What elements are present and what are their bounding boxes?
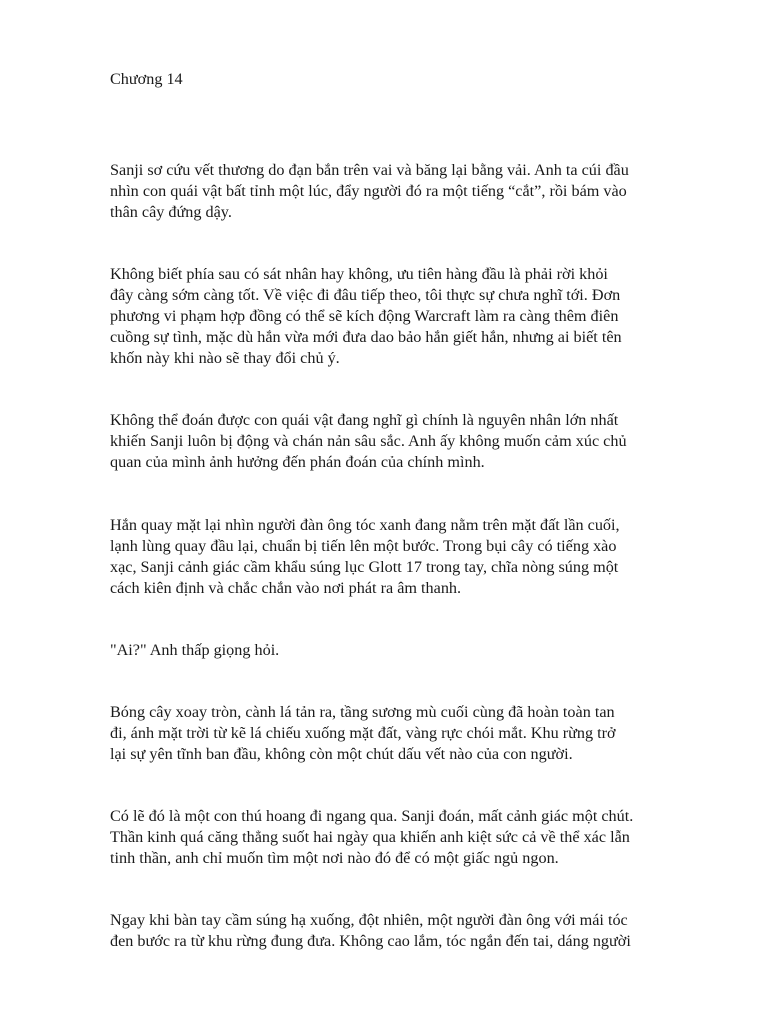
paragraph-7: Có lẽ đó là một con thú hoang đi ngang qua. Sanji đoán, mất cảnh giác một chút. Thần kinh quá căng thẳng suốt hai ngày qua khiến anh kiệt sức cả về thể xác lẫn tinh thần, anh chỉ muốn tìm một nơi nào đó để có một giấc ngủ ngon. bbox=[110, 807, 634, 867]
paragraph-3: Không thể đoán được con quái vật đang nghĩ gì chính là nguyên nhân lớn nhất khiến Sanji luôn bị động và chán nản sâu sắc. Anh ấy không muốn cảm xúc chủ quan của mình ảnh hưởng đến phán đoán của chính mình. bbox=[110, 411, 627, 471]
paragraph-6: Bóng cây xoay tròn, cành lá tản ra, tầng sương mù cuối cùng đã hoàn toàn tan đi, ánh mặt trời từ kẽ lá chiếu xuống mặt đất, vàng rực chói mắt. Khu rừng trở lại sự yên tĩnh ban đầu, không còn một chút dấu vết nào của con người. bbox=[110, 703, 616, 763]
paragraph-1: Sanji sơ cứu vết thương do đạn bắn trên vai và băng lại bằng vải. Anh ta cúi đầu nhìn con quái vật bất tỉnh một lúc, đẩy người đó ra một tiếng “cắt”, rồi bám vào thân cây đứng dậy. bbox=[110, 161, 629, 221]
paragraph-5: "Ai?" Anh thấp giọng hỏi. bbox=[110, 641, 280, 659]
paragraph-8: Ngay khi bàn tay cầm súng hạ xuống, đột nhiên, một người đàn ông với mái tóc đen bước ra từ khu rừng đung đưa. Không cao lắm, tóc ngắn đến tai, dáng người bbox=[110, 911, 631, 950]
chapter-title: Chương 14 bbox=[110, 70, 183, 88]
paragraph-2: Không biết phía sau có sát nhân hay không, ưu tiên hàng đầu là phải rời khỏi đây càng sớm càng tốt. Về việc đi đâu tiếp theo, tôi thực sự chưa nghĩ tới. Đơn phương vi phạm hợp đồng có thể sẽ kích động Warcraft làm ra càng thêm điên cuồng sự tình, mặc dù hắn vừa mới đưa dao bảo hắn giết hắn, nhưng ai biết tên khốn này khi nào sẽ thay đổi chủ ý. bbox=[110, 265, 622, 367]
paragraph-4: Hắn quay mặt lại nhìn người đàn ông tóc xanh đang nằm trên mặt đất lần cuối, lạnh lùng quay đầu lại, chuẩn bị tiến lên một bước. Trong bụi cây có tiếng xào xạc, Sanji cảnh giác cầm khẩu súng lục Glott 17 trong tay, chĩa nòng súng một cách kiên định và chắc chắn vào nơi phát ra âm thanh. bbox=[110, 516, 620, 597]
